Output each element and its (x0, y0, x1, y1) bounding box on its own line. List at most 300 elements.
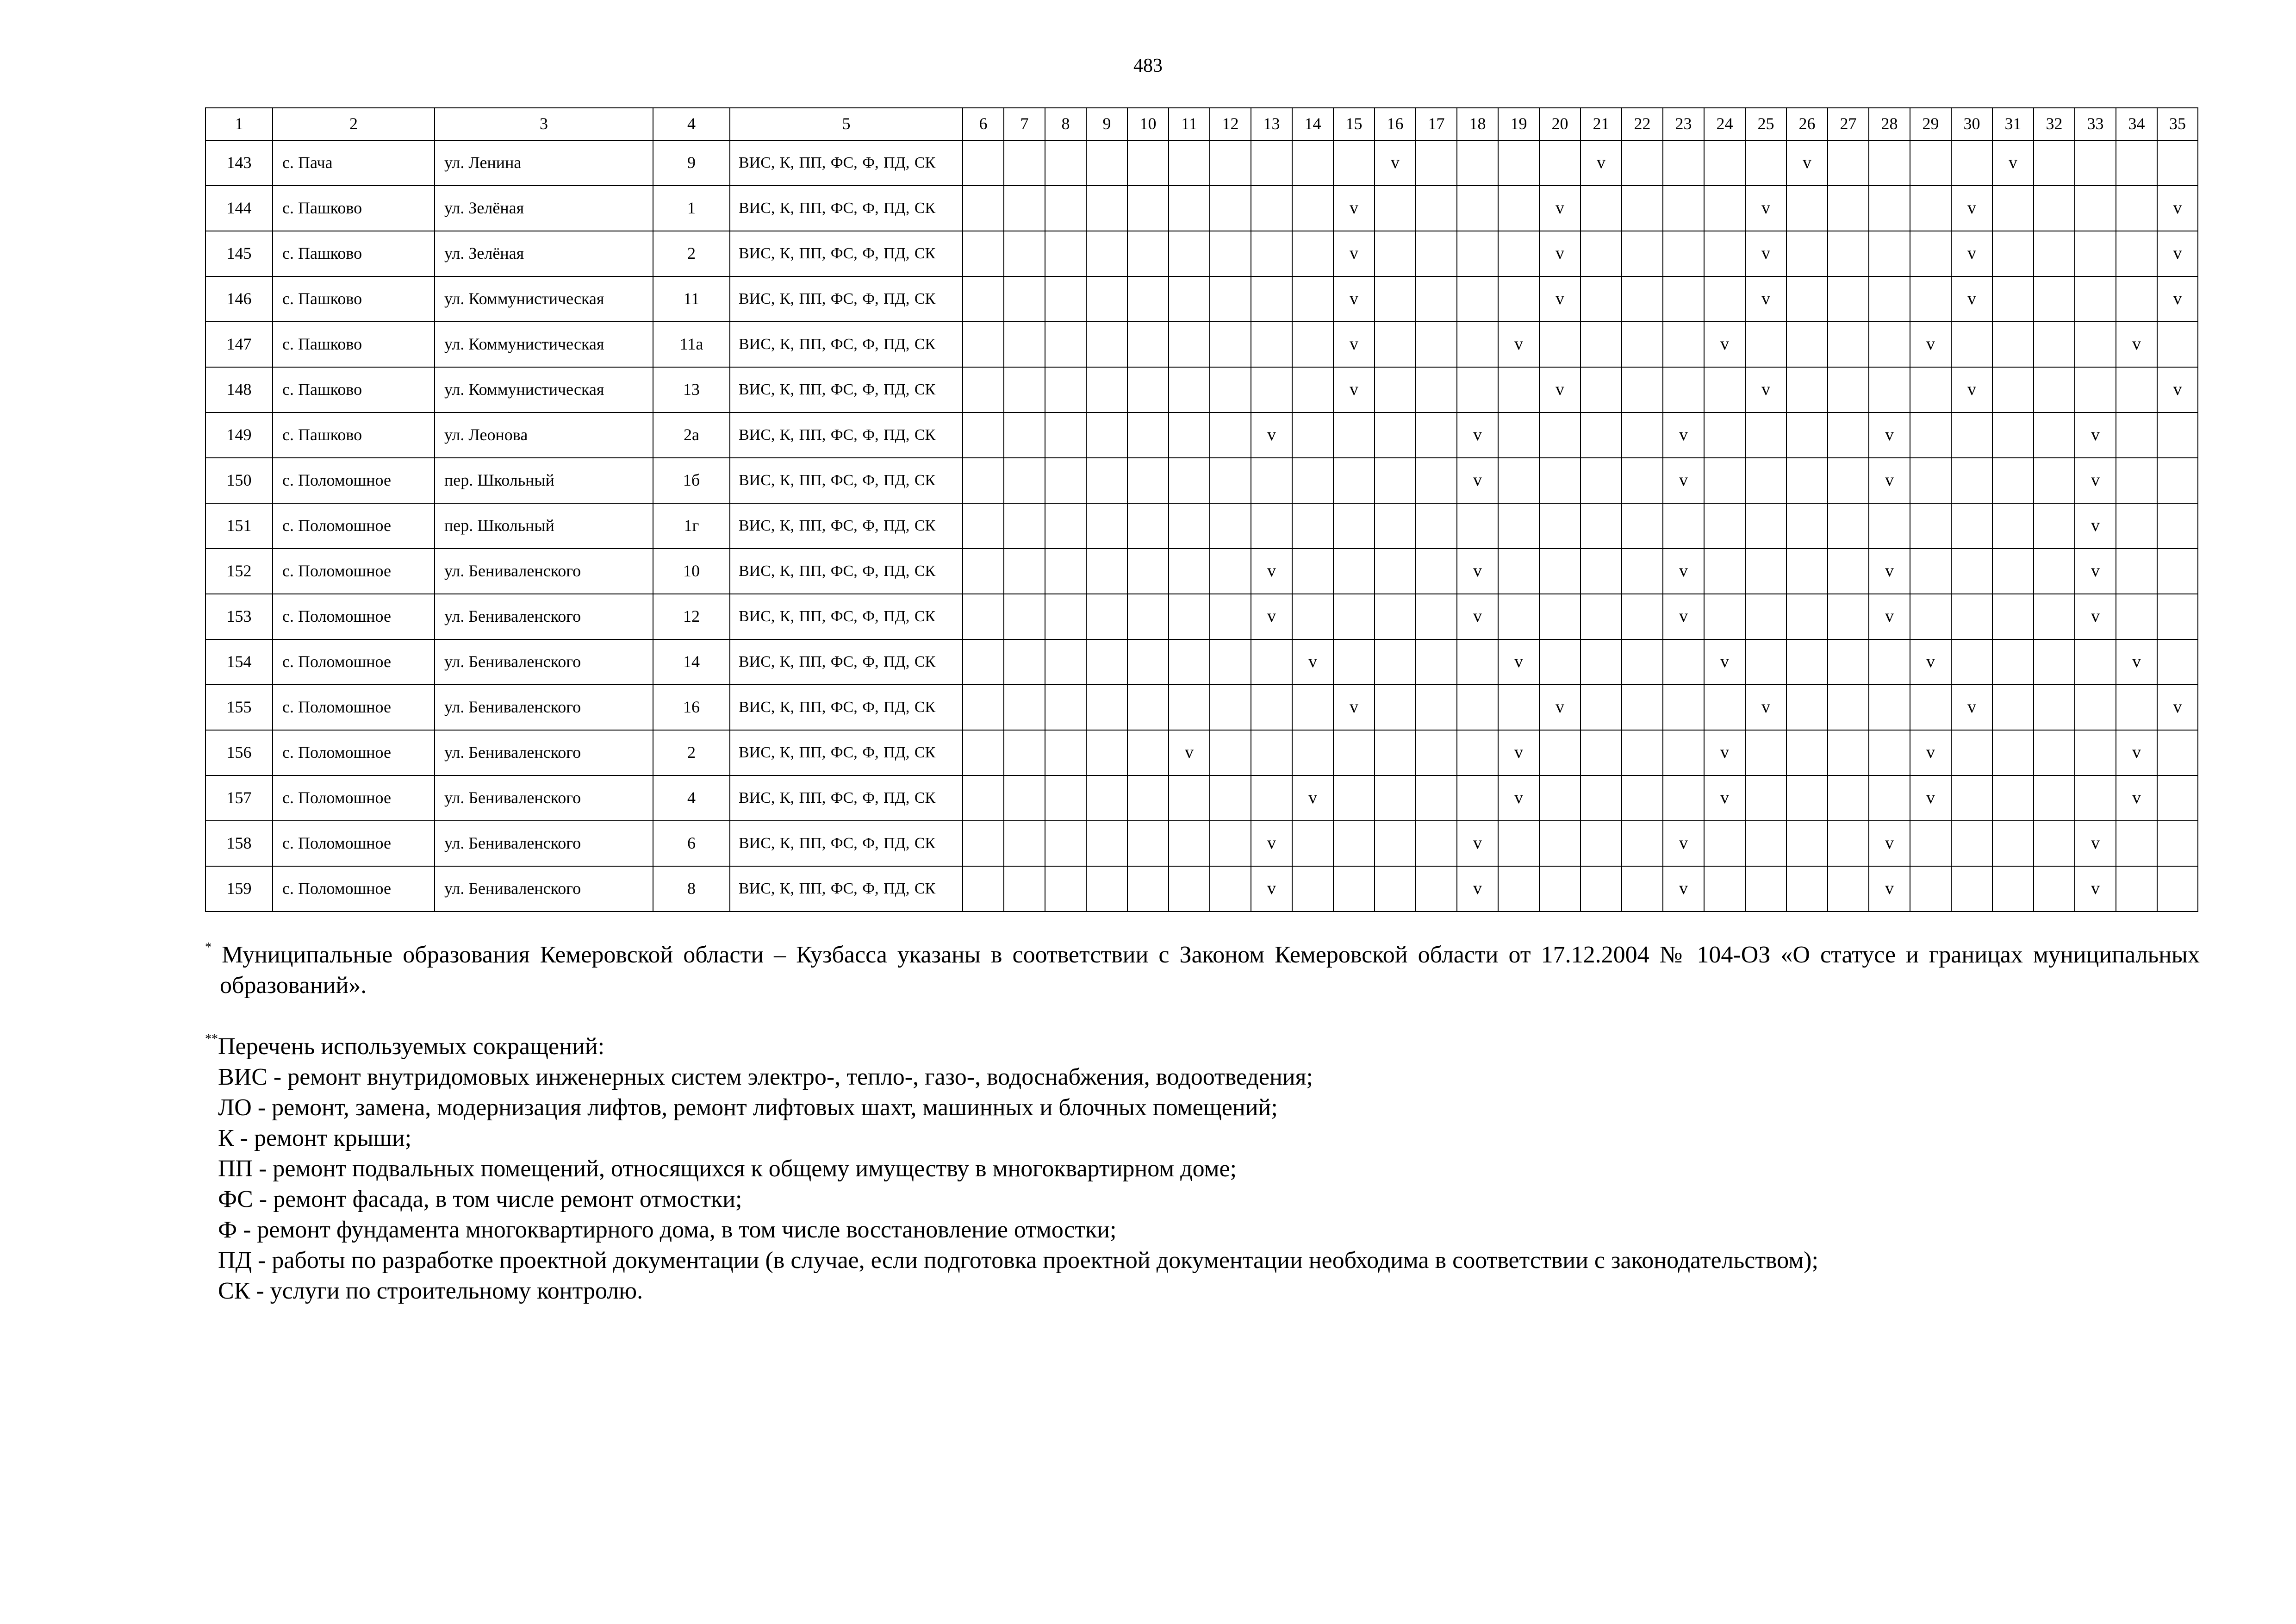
year-cell (1127, 821, 1169, 866)
year-cell (1992, 231, 2034, 276)
year-cell (1992, 594, 2034, 639)
abbreviations-title: Перечень используемых сокращений: (218, 1033, 605, 1060)
year-cell (1292, 458, 1333, 503)
row-number-cell: 155 (205, 685, 273, 730)
year-cell (1457, 186, 1498, 231)
year-cell (1828, 322, 1869, 367)
check-mark: v (1926, 788, 1935, 808)
year-cell (1416, 730, 1457, 775)
year-cell (1622, 367, 1663, 412)
column-header: 28 (1869, 108, 1910, 140)
year-cell (1869, 458, 1910, 503)
year-cell (1169, 685, 1210, 730)
year-cell (2157, 412, 2198, 458)
year-cell (1127, 685, 1169, 730)
year-cell (2034, 639, 2075, 685)
year-cell (1169, 322, 1210, 367)
check-mark: v (1350, 198, 1358, 218)
year-cell (1786, 639, 1828, 685)
year-cell (1828, 186, 1869, 231)
settlement-cell: с. Поломошное (273, 594, 435, 639)
year-cell (1127, 866, 1169, 912)
column-header: 30 (1951, 108, 1992, 140)
year-cell (1786, 730, 1828, 775)
year-cell (1169, 775, 1210, 821)
check-mark: v (1556, 289, 1564, 309)
year-cell (1045, 775, 1086, 821)
year-cell (1745, 322, 1786, 367)
year-cell (1869, 594, 1910, 639)
check-mark: v (1308, 652, 1317, 672)
year-cell (1622, 549, 1663, 594)
year-cell (2034, 730, 2075, 775)
settlement-cell: с. Поломошное (273, 503, 435, 549)
abbreviation-item: ЛО - ремонт, замена, модернизация лифтов, ремонт лифтовых шахт, машинных и блочных помещений; (218, 1094, 1278, 1121)
year-cell (1951, 775, 1992, 821)
year-cell (1910, 140, 1951, 186)
year-cell (1416, 140, 1457, 186)
settlement-cell: с. Пашково (273, 367, 435, 412)
abbreviation-item: Ф - ремонт фундамента многоквартирного дома, в том числе восстановление отмостки; (218, 1217, 1117, 1243)
year-cell (1169, 231, 1210, 276)
year-cell (1375, 730, 1416, 775)
year-cell (1498, 186, 1539, 231)
year-cell (1004, 730, 1045, 775)
work-types-cell: ВИС, К, ПП, ФС, Ф, ПД, СК (730, 775, 963, 821)
year-cell (1992, 367, 2034, 412)
check-mark: v (1473, 425, 1482, 445)
check-mark: v (1350, 289, 1358, 309)
year-cell (1004, 412, 1045, 458)
year-cell (1210, 866, 1251, 912)
year-cell (1580, 367, 1622, 412)
year-cell (1004, 276, 1045, 322)
check-mark: v (1350, 244, 1358, 263)
year-cell (1539, 685, 1580, 730)
year-cell (1786, 503, 1828, 549)
year-cell (2075, 821, 2116, 866)
column-header: 23 (1663, 108, 1704, 140)
year-cell (1416, 685, 1457, 730)
year-cell (1498, 412, 1539, 458)
year-cell (1992, 458, 2034, 503)
year-cell (1869, 549, 1910, 594)
year-cell (1869, 775, 1910, 821)
year-cell (1292, 639, 1333, 685)
year-cell (1416, 186, 1457, 231)
check-mark: v (1473, 561, 1482, 581)
year-cell (1210, 594, 1251, 639)
year-cell (2116, 276, 2157, 322)
year-cell (1498, 231, 1539, 276)
year-cell (1251, 458, 1292, 503)
year-cell (2034, 276, 2075, 322)
year-cell (1127, 639, 1169, 685)
year-cell (1580, 231, 1622, 276)
year-cell (1333, 866, 1375, 912)
row-number-cell: 154 (205, 639, 273, 685)
check-mark: v (1761, 697, 1770, 717)
year-cell (1210, 412, 1251, 458)
check-mark: v (1267, 561, 1276, 581)
year-cell (1169, 458, 1210, 503)
year-cell (1580, 186, 1622, 231)
year-cell (1580, 412, 1622, 458)
year-cell (1951, 685, 1992, 730)
year-cell (1457, 866, 1498, 912)
year-cell (1745, 186, 1786, 231)
settlement-cell: с. Поломошное (273, 549, 435, 594)
year-cell (2116, 322, 2157, 367)
footnote-municipalities (205, 940, 2200, 1001)
year-cell (1992, 186, 2034, 231)
year-cell (1498, 140, 1539, 186)
year-cell (1622, 412, 1663, 458)
footnotes (205, 940, 2200, 1306)
check-mark: v (1761, 380, 1770, 400)
check-mark: v (1967, 380, 1976, 400)
street-cell: ул. Бениваленского (435, 730, 653, 775)
year-cell (1169, 639, 1210, 685)
year-cell (1416, 594, 1457, 639)
year-cell (2034, 367, 2075, 412)
year-cell (1580, 730, 1622, 775)
street-cell: ул. Бениваленского (435, 594, 653, 639)
house-number-cell: 16 (653, 685, 730, 730)
year-cell (2034, 412, 2075, 458)
year-cell (1951, 458, 1992, 503)
check-mark: v (1679, 561, 1688, 581)
year-cell (1539, 594, 1580, 639)
check-mark: v (1556, 380, 1564, 400)
year-cell (1457, 503, 1498, 549)
year-cell (1704, 775, 1745, 821)
year-cell (1539, 412, 1580, 458)
year-cell (2157, 775, 2198, 821)
year-cell (1086, 594, 1127, 639)
year-cell (1910, 367, 1951, 412)
year-cell (963, 231, 1004, 276)
check-mark: v (2091, 879, 2100, 899)
year-cell (1498, 730, 1539, 775)
year-cell (963, 549, 1004, 594)
check-mark: v (2091, 606, 2100, 626)
year-cell (1498, 367, 1539, 412)
year-cell (1375, 140, 1416, 186)
year-cell (1004, 821, 1045, 866)
year-cell (1333, 231, 1375, 276)
house-number-cell: 14 (653, 639, 730, 685)
year-cell (1745, 866, 1786, 912)
year-cell (963, 730, 1004, 775)
house-number-cell: 12 (653, 594, 730, 639)
year-cell (2075, 866, 2116, 912)
year-cell (1169, 594, 1210, 639)
year-cell (1210, 775, 1251, 821)
check-mark: v (1514, 334, 1523, 354)
year-cell (1910, 458, 1951, 503)
year-cell (1745, 276, 1786, 322)
check-mark: v (1803, 153, 1811, 173)
table-row (205, 140, 2198, 186)
year-cell (1580, 866, 1622, 912)
year-cell (1457, 231, 1498, 276)
year-cell (1745, 639, 1786, 685)
check-mark: v (1967, 198, 1976, 218)
year-cell (1169, 367, 1210, 412)
year-cell (2075, 367, 2116, 412)
house-number-cell: 1 (653, 186, 730, 231)
year-cell (1251, 730, 1292, 775)
check-mark: v (1556, 198, 1564, 218)
house-number-cell: 10 (653, 549, 730, 594)
year-cell (1333, 549, 1375, 594)
column-header: 15 (1333, 108, 1375, 140)
abbreviation-item: ВИС - ремонт внутридомовых инженерных систем электро-, тепло-, газо-, водоснабжения, водоотведения; (218, 1064, 1313, 1090)
year-cell (1745, 367, 1786, 412)
year-cell (1333, 730, 1375, 775)
year-cell (1210, 730, 1251, 775)
footnote-marker: * (205, 940, 212, 955)
column-header: 34 (2116, 108, 2157, 140)
year-cell (1251, 594, 1292, 639)
year-cell (2157, 140, 2198, 186)
year-cell (1828, 685, 1869, 730)
year-cell (1169, 140, 1210, 186)
year-cell (2075, 549, 2116, 594)
year-cell (963, 594, 1004, 639)
year-cell (1292, 276, 1333, 322)
work-types-cell: ВИС, К, ПП, ФС, Ф, ПД, СК (730, 322, 963, 367)
year-cell (1704, 231, 1745, 276)
year-cell (1375, 866, 1416, 912)
check-mark: v (2173, 198, 2182, 218)
year-cell (1251, 276, 1292, 322)
year-cell (2034, 140, 2075, 186)
check-mark: v (1267, 879, 1276, 899)
year-cell (2075, 685, 2116, 730)
year-cell (2116, 866, 2157, 912)
year-cell (2116, 458, 2157, 503)
year-cell (1333, 775, 1375, 821)
year-cell (2075, 503, 2116, 549)
column-header: 22 (1622, 108, 1663, 140)
house-number-cell: 11а (653, 322, 730, 367)
year-cell (1910, 503, 1951, 549)
street-cell: пер. Школьный (435, 503, 653, 549)
year-cell (1580, 549, 1622, 594)
year-cell (1333, 458, 1375, 503)
year-cell (1951, 367, 1992, 412)
footnote-abbreviations (205, 1031, 2200, 1062)
year-cell (1539, 186, 1580, 231)
check-mark: v (2091, 516, 2100, 536)
year-cell (1457, 730, 1498, 775)
settlement-cell: с. Пашково (273, 412, 435, 458)
column-header: 19 (1498, 108, 1539, 140)
year-cell (1416, 322, 1457, 367)
check-mark: v (1885, 425, 1894, 445)
year-cell (1704, 549, 1745, 594)
year-cell (1828, 140, 1869, 186)
year-cell (2034, 458, 2075, 503)
year-cell (1498, 685, 1539, 730)
check-mark: v (1514, 788, 1523, 808)
year-cell (1910, 730, 1951, 775)
year-cell (2116, 140, 2157, 186)
check-mark: v (2091, 425, 2100, 445)
repair-schedule-table (205, 107, 2198, 912)
check-mark: v (1967, 244, 1976, 263)
year-cell (1992, 503, 2034, 549)
year-cell (1539, 549, 1580, 594)
year-cell (1992, 322, 2034, 367)
work-types-cell: ВИС, К, ПП, ФС, Ф, ПД, СК (730, 639, 963, 685)
year-cell (1292, 775, 1333, 821)
footnote-marker: ** (205, 1032, 218, 1046)
year-cell (1498, 775, 1539, 821)
year-cell (1375, 821, 1416, 866)
year-cell (1416, 775, 1457, 821)
column-header: 27 (1828, 108, 1869, 140)
year-cell (1580, 685, 1622, 730)
year-cell (1622, 140, 1663, 186)
year-cell (1992, 866, 2034, 912)
year-cell (1745, 730, 1786, 775)
year-cell (1828, 866, 1869, 912)
year-cell (963, 276, 1004, 322)
street-cell: ул. Бениваленского (435, 549, 653, 594)
year-cell (1086, 639, 1127, 685)
year-cell (1251, 775, 1292, 821)
year-cell (1333, 412, 1375, 458)
year-cell (1951, 549, 1992, 594)
year-cell (1869, 140, 1910, 186)
house-number-cell: 13 (653, 367, 730, 412)
year-cell (1951, 594, 1992, 639)
year-cell (2116, 367, 2157, 412)
year-cell (1663, 412, 1704, 458)
year-cell (2075, 186, 2116, 231)
year-cell (2157, 866, 2198, 912)
year-cell (1375, 685, 1416, 730)
row-number-cell: 145 (205, 231, 273, 276)
column-header: 13 (1251, 108, 1292, 140)
check-mark: v (1885, 833, 1894, 853)
year-cell (1539, 775, 1580, 821)
year-cell (1333, 594, 1375, 639)
year-cell (1704, 186, 1745, 231)
work-types-cell: ВИС, К, ПП, ФС, Ф, ПД, СК (730, 866, 963, 912)
year-cell (1127, 775, 1169, 821)
year-cell (1910, 231, 1951, 276)
year-cell (1663, 594, 1704, 639)
table-header-row (205, 108, 2198, 140)
year-cell (1704, 866, 1745, 912)
year-cell (1004, 140, 1045, 186)
year-cell (2157, 322, 2198, 367)
year-cell (1127, 367, 1169, 412)
year-cell (1786, 685, 1828, 730)
year-cell (1539, 866, 1580, 912)
year-cell (1828, 594, 1869, 639)
check-mark: v (1308, 788, 1317, 808)
year-cell (1086, 775, 1127, 821)
year-cell (1210, 231, 1251, 276)
settlement-cell: с. Пача (273, 140, 435, 186)
check-mark: v (1761, 198, 1770, 218)
street-cell: ул. Бениваленского (435, 685, 653, 730)
table-row (205, 639, 2198, 685)
street-cell: ул. Зелёная (435, 231, 653, 276)
year-cell (1004, 458, 1045, 503)
year-cell (2157, 186, 2198, 231)
table-row (205, 367, 2198, 412)
year-cell (1045, 503, 1086, 549)
column-header: 35 (2157, 108, 2198, 140)
year-cell (1580, 639, 1622, 685)
year-cell (2075, 231, 2116, 276)
year-cell (1910, 775, 1951, 821)
year-cell (1704, 412, 1745, 458)
table-row (205, 322, 2198, 367)
settlement-cell: с. Поломошное (273, 866, 435, 912)
year-cell (1292, 594, 1333, 639)
year-cell (1086, 866, 1127, 912)
year-cell (1539, 322, 1580, 367)
row-number-cell: 147 (205, 322, 273, 367)
check-mark: v (1885, 470, 1894, 490)
year-cell (2116, 231, 2157, 276)
year-cell (1292, 866, 1333, 912)
year-cell (1457, 594, 1498, 639)
check-mark: v (1679, 606, 1688, 626)
work-types-cell: ВИС, К, ПП, ФС, Ф, ПД, СК (730, 594, 963, 639)
year-cell (1910, 594, 1951, 639)
year-cell (1910, 639, 1951, 685)
year-cell (1127, 730, 1169, 775)
year-cell (1333, 276, 1375, 322)
year-cell (1375, 276, 1416, 322)
check-mark: v (2132, 652, 2141, 672)
year-cell (1580, 276, 1622, 322)
year-cell (1622, 730, 1663, 775)
street-cell: ул. Коммунистическая (435, 276, 653, 322)
year-cell (1622, 322, 1663, 367)
settlement-cell: с. Поломошное (273, 458, 435, 503)
check-mark: v (1267, 833, 1276, 853)
year-cell (1251, 412, 1292, 458)
year-cell (963, 367, 1004, 412)
year-cell (1169, 549, 1210, 594)
year-cell (2157, 730, 2198, 775)
year-cell (1457, 821, 1498, 866)
row-number-cell: 152 (205, 549, 273, 594)
house-number-cell: 2 (653, 231, 730, 276)
year-cell (1086, 322, 1127, 367)
settlement-cell: с. Пашково (273, 186, 435, 231)
house-number-cell: 4 (653, 775, 730, 821)
year-cell (1004, 594, 1045, 639)
work-types-cell: ВИС, К, ПП, ФС, Ф, ПД, СК (730, 231, 963, 276)
year-cell (1251, 186, 1292, 231)
settlement-cell: с. Пашково (273, 322, 435, 367)
year-cell (1704, 503, 1745, 549)
year-cell (2034, 503, 2075, 549)
year-cell (1910, 276, 1951, 322)
check-mark: v (2173, 380, 2182, 400)
footnote-text: Муниципальные образования Кемеровской области – Кузбасса указаны в соответствии с Законом Кемеровской области от 17.12.2004 № 104-ОЗ «О статусе и границах муниципальных образований». (220, 942, 2200, 999)
